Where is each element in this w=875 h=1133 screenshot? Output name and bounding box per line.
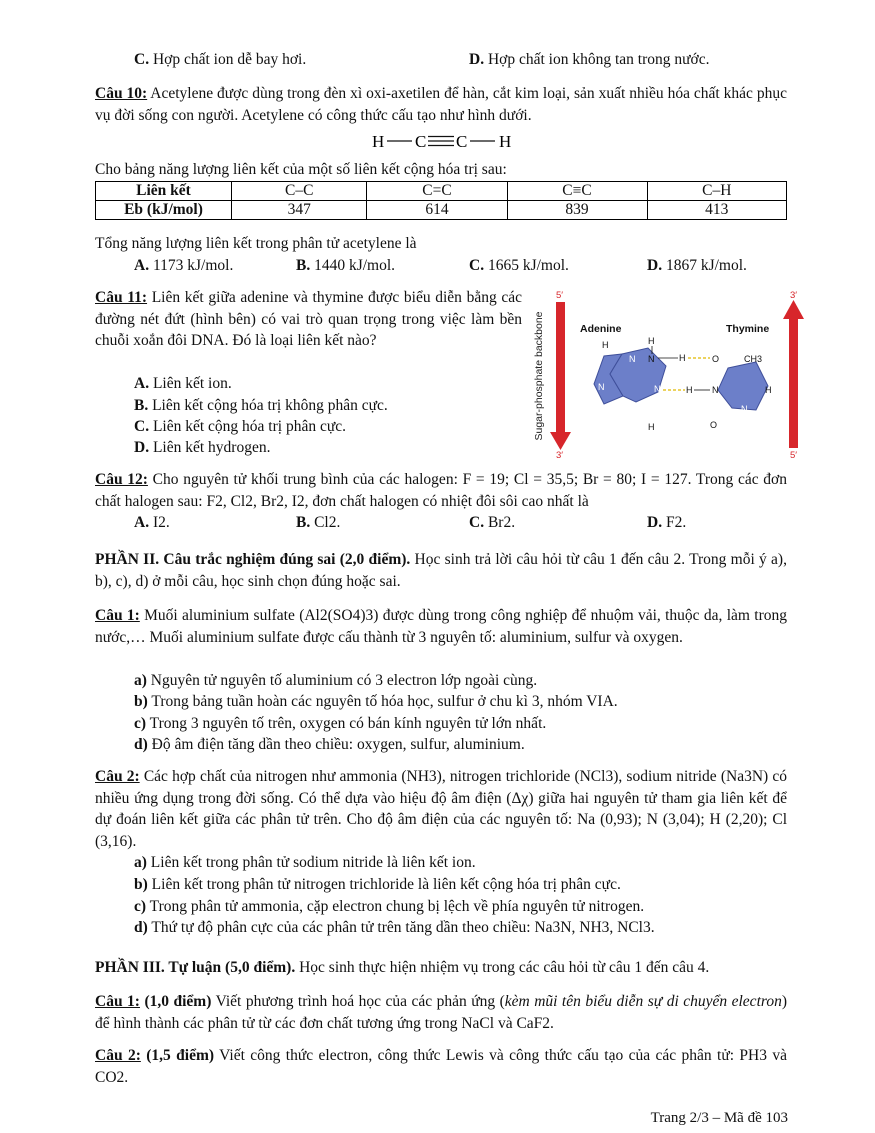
q10-option-c: C. 1665 kJ/mol. xyxy=(469,257,569,274)
part3-intro: PHẦN III. Tự luận (5,0 điểm). Học sinh thực hiện nhiệm vụ trong các câu hỏi từ câu 1 đến câu 4. xyxy=(95,959,710,976)
part3-heading: PHẦN III. Tự luận (5,0 điểm). xyxy=(95,959,296,976)
thymine-label: Thymine xyxy=(726,323,770,335)
adenine-atom-h3: H xyxy=(648,422,655,432)
adenine-atom-n4: N xyxy=(654,384,661,394)
adenine-atom-h1: H xyxy=(602,340,609,350)
q10-question: Tổng năng lượng liên kết trong phân tử acetylene là xyxy=(95,235,417,252)
table-cell: 614 xyxy=(367,201,507,220)
atom-c-left: C xyxy=(415,132,427,151)
q9-option-c: C. Hợp chất ion dễ bay hơi. xyxy=(134,51,307,68)
part3-q1: Câu 1: (1,0 điểm) Viết phương trình hoá học của các phản ứng (kèm mũi tên biểu diễn sự di chuyển electron) để hình thành các phân tử từ các đơn chất tương ứng trong NaCl và CaF2. xyxy=(95,993,788,1032)
thymine-atom-h: H xyxy=(765,385,772,395)
q11-option-a: A. Liên kết ion. xyxy=(134,375,232,392)
atom-c-right: C xyxy=(456,132,468,151)
q12-option-c: C. Br2. xyxy=(469,514,516,531)
part2-q2-stem: Câu 2: Các hợp chất của nitrogen như ammonia (NH3), nitrogen trichloride (NCl3), sodium nitride (Na3N) có nhiều ứng dụng trong đời sống. Có thể dựa vào hiệu độ âm điện (Δχ) giữa hai nguyên tử tham gia liên kết để dự đoán liên kết giữa các phân tử trên. Cho độ âm điện của các nguyên tố: Na (0,93); N (3,04); H (2,20); Cl (3,16). xyxy=(95,768,787,850)
part2-intro: PHẦN II. Câu trắc nghiệm đúng sai (2,0 điểm). Học sinh trả lời câu hỏi từ câu 1 đến câu 2. Trong mỗi ý a), b), c), d) ở mỗi câu, học sinh chọn đúng hoặc sai. xyxy=(95,551,787,590)
q11-option-b: B. Liên kết cộng hóa trị không phân cực. xyxy=(134,397,388,414)
adenine-atom-h2: H xyxy=(648,336,655,346)
adenine-thymine-figure xyxy=(528,286,804,460)
hbond-h1: H xyxy=(679,353,686,363)
part2-q1-item-c: c) Trong 3 nguyên tố trên, oxygen có bán kính nguyên tử lớn nhất. xyxy=(134,715,547,732)
left-strand-arrow xyxy=(556,302,565,436)
right-arrowhead xyxy=(783,300,804,319)
left-3prime-label: 3′ xyxy=(556,450,564,460)
table-header-bond: Liên kết xyxy=(96,182,232,201)
part2-q1-item-a: a) Nguyên tử nguyên tố aluminium có 3 electron lớp ngoài cùng. xyxy=(134,672,538,689)
right-5prime-label: 5′ xyxy=(790,450,798,460)
page-footer: Trang 2/3 – Mã đề 103 xyxy=(650,1110,788,1126)
table-header-energy: Eb (kJ/mol) xyxy=(96,201,232,220)
q10-option-a: A. 1173 kJ/mol. xyxy=(134,257,234,274)
adenine-label: Adenine xyxy=(580,323,622,335)
atom-h-left: H xyxy=(372,132,385,151)
atom-h-right: H xyxy=(499,132,512,151)
part2-q1-stem: Câu 1: Muối aluminium sulfate (Al2(SO4)3) được dùng trong công nghiệp để nhuộm vải, thuộc da, làm trong nước,… Muối aluminium sulfate được cấu thành từ 3 nguyên tố: aluminium, sulfur và oxygen. xyxy=(95,607,787,646)
table-cell: C≡C xyxy=(507,182,647,201)
q10-option-d: D. 1867 kJ/mol. xyxy=(647,257,747,274)
acetylene-structure xyxy=(370,129,520,153)
table-cell: 413 xyxy=(647,201,786,220)
q11-option-c: C. Liên kết cộng hóa trị phân cực. xyxy=(134,418,346,435)
left-arrowhead xyxy=(550,432,571,450)
thymine-atom-n2: N xyxy=(741,404,748,414)
part2-heading: PHẦN II. Câu trắc nghiệm đúng sai (2,0 điểm). xyxy=(95,551,411,568)
thymine-atom-n1: N xyxy=(712,385,719,395)
part2-q2-item-d: d) Thứ tự độ phân cực của các phân tử trên tăng dần theo chiều: Na3N, NH3, NCl3. xyxy=(134,919,655,936)
table-cell: 347 xyxy=(232,201,367,220)
bond-energy-table xyxy=(95,181,787,220)
table-cell: C–C xyxy=(232,182,367,201)
part2-q2-item-c: c) Trong phân tử ammonia, cặp electron chung bị lệch về phía nguyên tử nitrogen. xyxy=(134,898,645,915)
thymine-atom-o1: O xyxy=(712,354,720,364)
table-cell: C–H xyxy=(647,182,786,201)
adenine-atom-n3: N xyxy=(619,402,626,412)
acetylene-formula xyxy=(370,129,520,159)
right-3prime-label: 3′ xyxy=(790,290,798,301)
q10-table-intro: Cho bảng năng lượng liên kết của một số liên kết cộng hóa trị sau: xyxy=(95,161,507,178)
q12-option-d: D. F2. xyxy=(647,514,687,531)
thymine-ring xyxy=(718,362,768,410)
right-strand-arrow xyxy=(789,316,798,448)
table-cell: 839 xyxy=(507,201,647,220)
thymine-atom-o2: O xyxy=(710,420,718,430)
hbond-h2: H xyxy=(686,385,693,395)
part2-q1-item-b: b) Trong bảng tuần hoàn các nguyên tố hóa học, sulfur ở chu kì 3, nhóm VIA. xyxy=(134,693,618,710)
adenine-atom-n2: N xyxy=(598,382,605,392)
q12-option-a: A. I2. xyxy=(134,514,170,531)
backbone-label: Sugar-phosphate backbone xyxy=(533,311,545,441)
q12-stem: Câu 12: Cho nguyên tử khối trung bình của các halogen: F = 19; Cl = 35,5; Br = 80; I = 127. Trong các đơn chất halogen sau: F2, Cl2, Br2, I2, đơn chất halogen có nhiệt đôi sôi cao nhất là xyxy=(95,471,787,510)
adenine-atom-n1: N xyxy=(629,354,636,364)
part2-q2-item-b: b) Liên kết trong phân tử nitrogen trichloride là liên kết cộng hóa trị phân cực. xyxy=(134,876,621,893)
q10-option-b: B. 1440 kJ/mol. xyxy=(296,257,396,274)
q11-option-d: D. Liên kết hydrogen. xyxy=(134,439,271,456)
q9-option-d: D. Hợp chất ion không tan trong nước. xyxy=(469,51,710,68)
table-cell: C=C xyxy=(367,182,507,201)
q11-stem: Câu 11: Liên kết giữa adenine và thymine được biểu diễn bằng các đường nét đứt (hình bên) có vai trò quan trọng trong việc làm bền chuỗi xoắn đôi DNA. Đó là loại liên kết nào? xyxy=(95,289,523,349)
part2-q1-item-d: d) Độ âm điện tăng dần theo chiều: oxygen, sulfur, aluminium. xyxy=(134,736,525,753)
left-5prime-label: 5′ xyxy=(556,290,564,301)
adenine-atom-n5: N xyxy=(648,354,655,364)
q10-stem: Câu 10: Acetylene được dùng trong đèn xì oxi-axetilen để hàn, cắt kim loại, sản xuất nhiều hóa chất khác phục vụ đời sống con người. Acetylene có công thức cấu tạo như hình dưới. xyxy=(95,85,787,124)
q12-option-b: B. Cl2. xyxy=(296,514,341,531)
table-row xyxy=(96,201,787,220)
part3-q2: Câu 2: (1,5 điểm) Viết công thức electron, công thức Lewis và công thức cấu tạo của các phân tử: PH3 và CO2. xyxy=(95,1047,787,1086)
thymine-ch3: CH3 xyxy=(744,354,763,364)
part2-q2-item-a: a) Liên kết trong phân tử sodium nitride là liên kết ion. xyxy=(134,854,476,871)
table-row xyxy=(96,182,787,201)
